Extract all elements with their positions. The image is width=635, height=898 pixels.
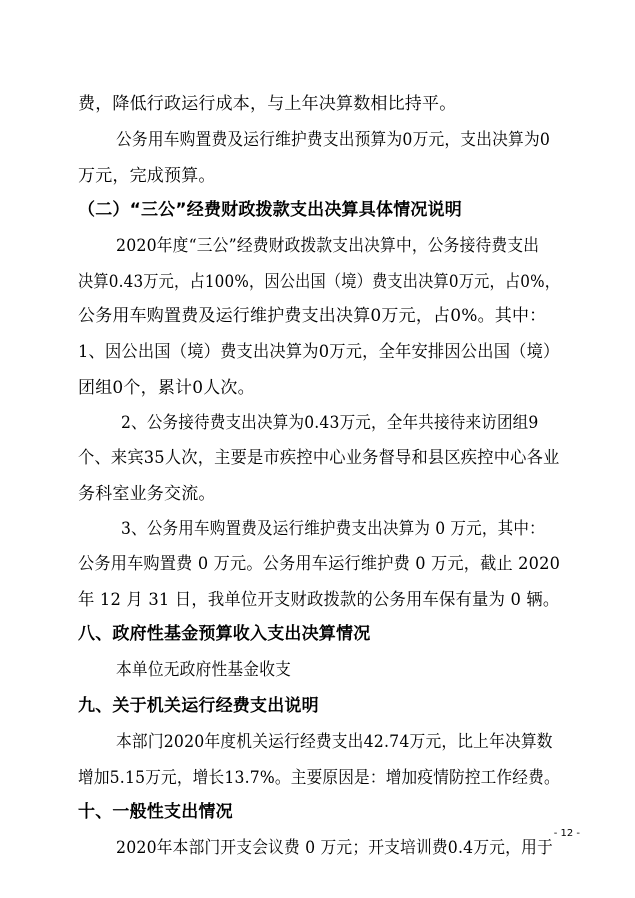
paragraph-line-8: 1、因公出国（境）费支出决算为0万元，全年安排因公出国（境） [78,342,560,362]
paragraph-line-2: 公务用车购置费及运行维护费支出预算为0万元，支出决算为0 [116,130,551,150]
paragraph-line-13: 3、公务用车购置费及运行维护费支出决算为 0 万元，其中： [121,519,545,539]
paragraph-line-5: 2020年度“三公”经费财政拨款支出决算中，公务接待费支出 [116,236,540,256]
paragraph-line-22: 2020年本部门开支会议费 0 万元；开支培训费0.4万元，用于 [116,838,553,858]
paragraph-line-3: 万元，完成预算。 [78,166,216,186]
section-heading-2: （二）“三公”经费财政拨款支出决算具体情况说明 [78,200,462,220]
paragraph-line-19: 本部门2020年度机关运行经费支出42.74万元，比上年决算数 [116,732,553,752]
paragraph-line-6: 决算0.43万元，占100%，因公出国（境）费支出决算0万元，占0%， [78,272,561,292]
paragraph-line-11: 个、来宾35人次，主要是市疾控中心业务督导和县区疾控中心各业 [78,448,560,468]
paragraph-line-12: 务科室业务交流。 [78,484,216,504]
paragraph-line-9: 团组0个，累计0人次。 [78,378,255,398]
page-number: - 12 - [553,828,580,839]
paragraph-line-17: 本单位无政府性基金收支 [116,660,292,680]
paragraph-line-1: 费，降低行政运行成本，与上年决算数相比持平。 [78,94,457,114]
paragraph-line-14: 公务用车购置费 0 万元。公务用车运行维护费 0 万元，截止 2020 [78,554,561,574]
section-heading-8: 八、政府性基金预算收入支出决算情况 [78,624,371,644]
section-heading-10: 十、一般性支出情况 [78,802,233,822]
paragraph-line-7: 公务用车购置费及运行维护费支出决算0万元，占0%。其中： [78,306,547,326]
paragraph-line-15: 年 12 月 31 日，我单位开支财政拨款的公务用车保有量为 0 辆。 [78,590,560,610]
paragraph-line-20: 增加5.15万元，增长13.7%。主要原因是：增加疫情防控工作经费。 [78,768,560,788]
paragraph-line-10: 2、公务接待费支出决算为0.43万元，全年共接待来访团组9 [121,413,539,433]
section-heading-9: 九、关于机关运行经费支出说明 [78,696,319,716]
